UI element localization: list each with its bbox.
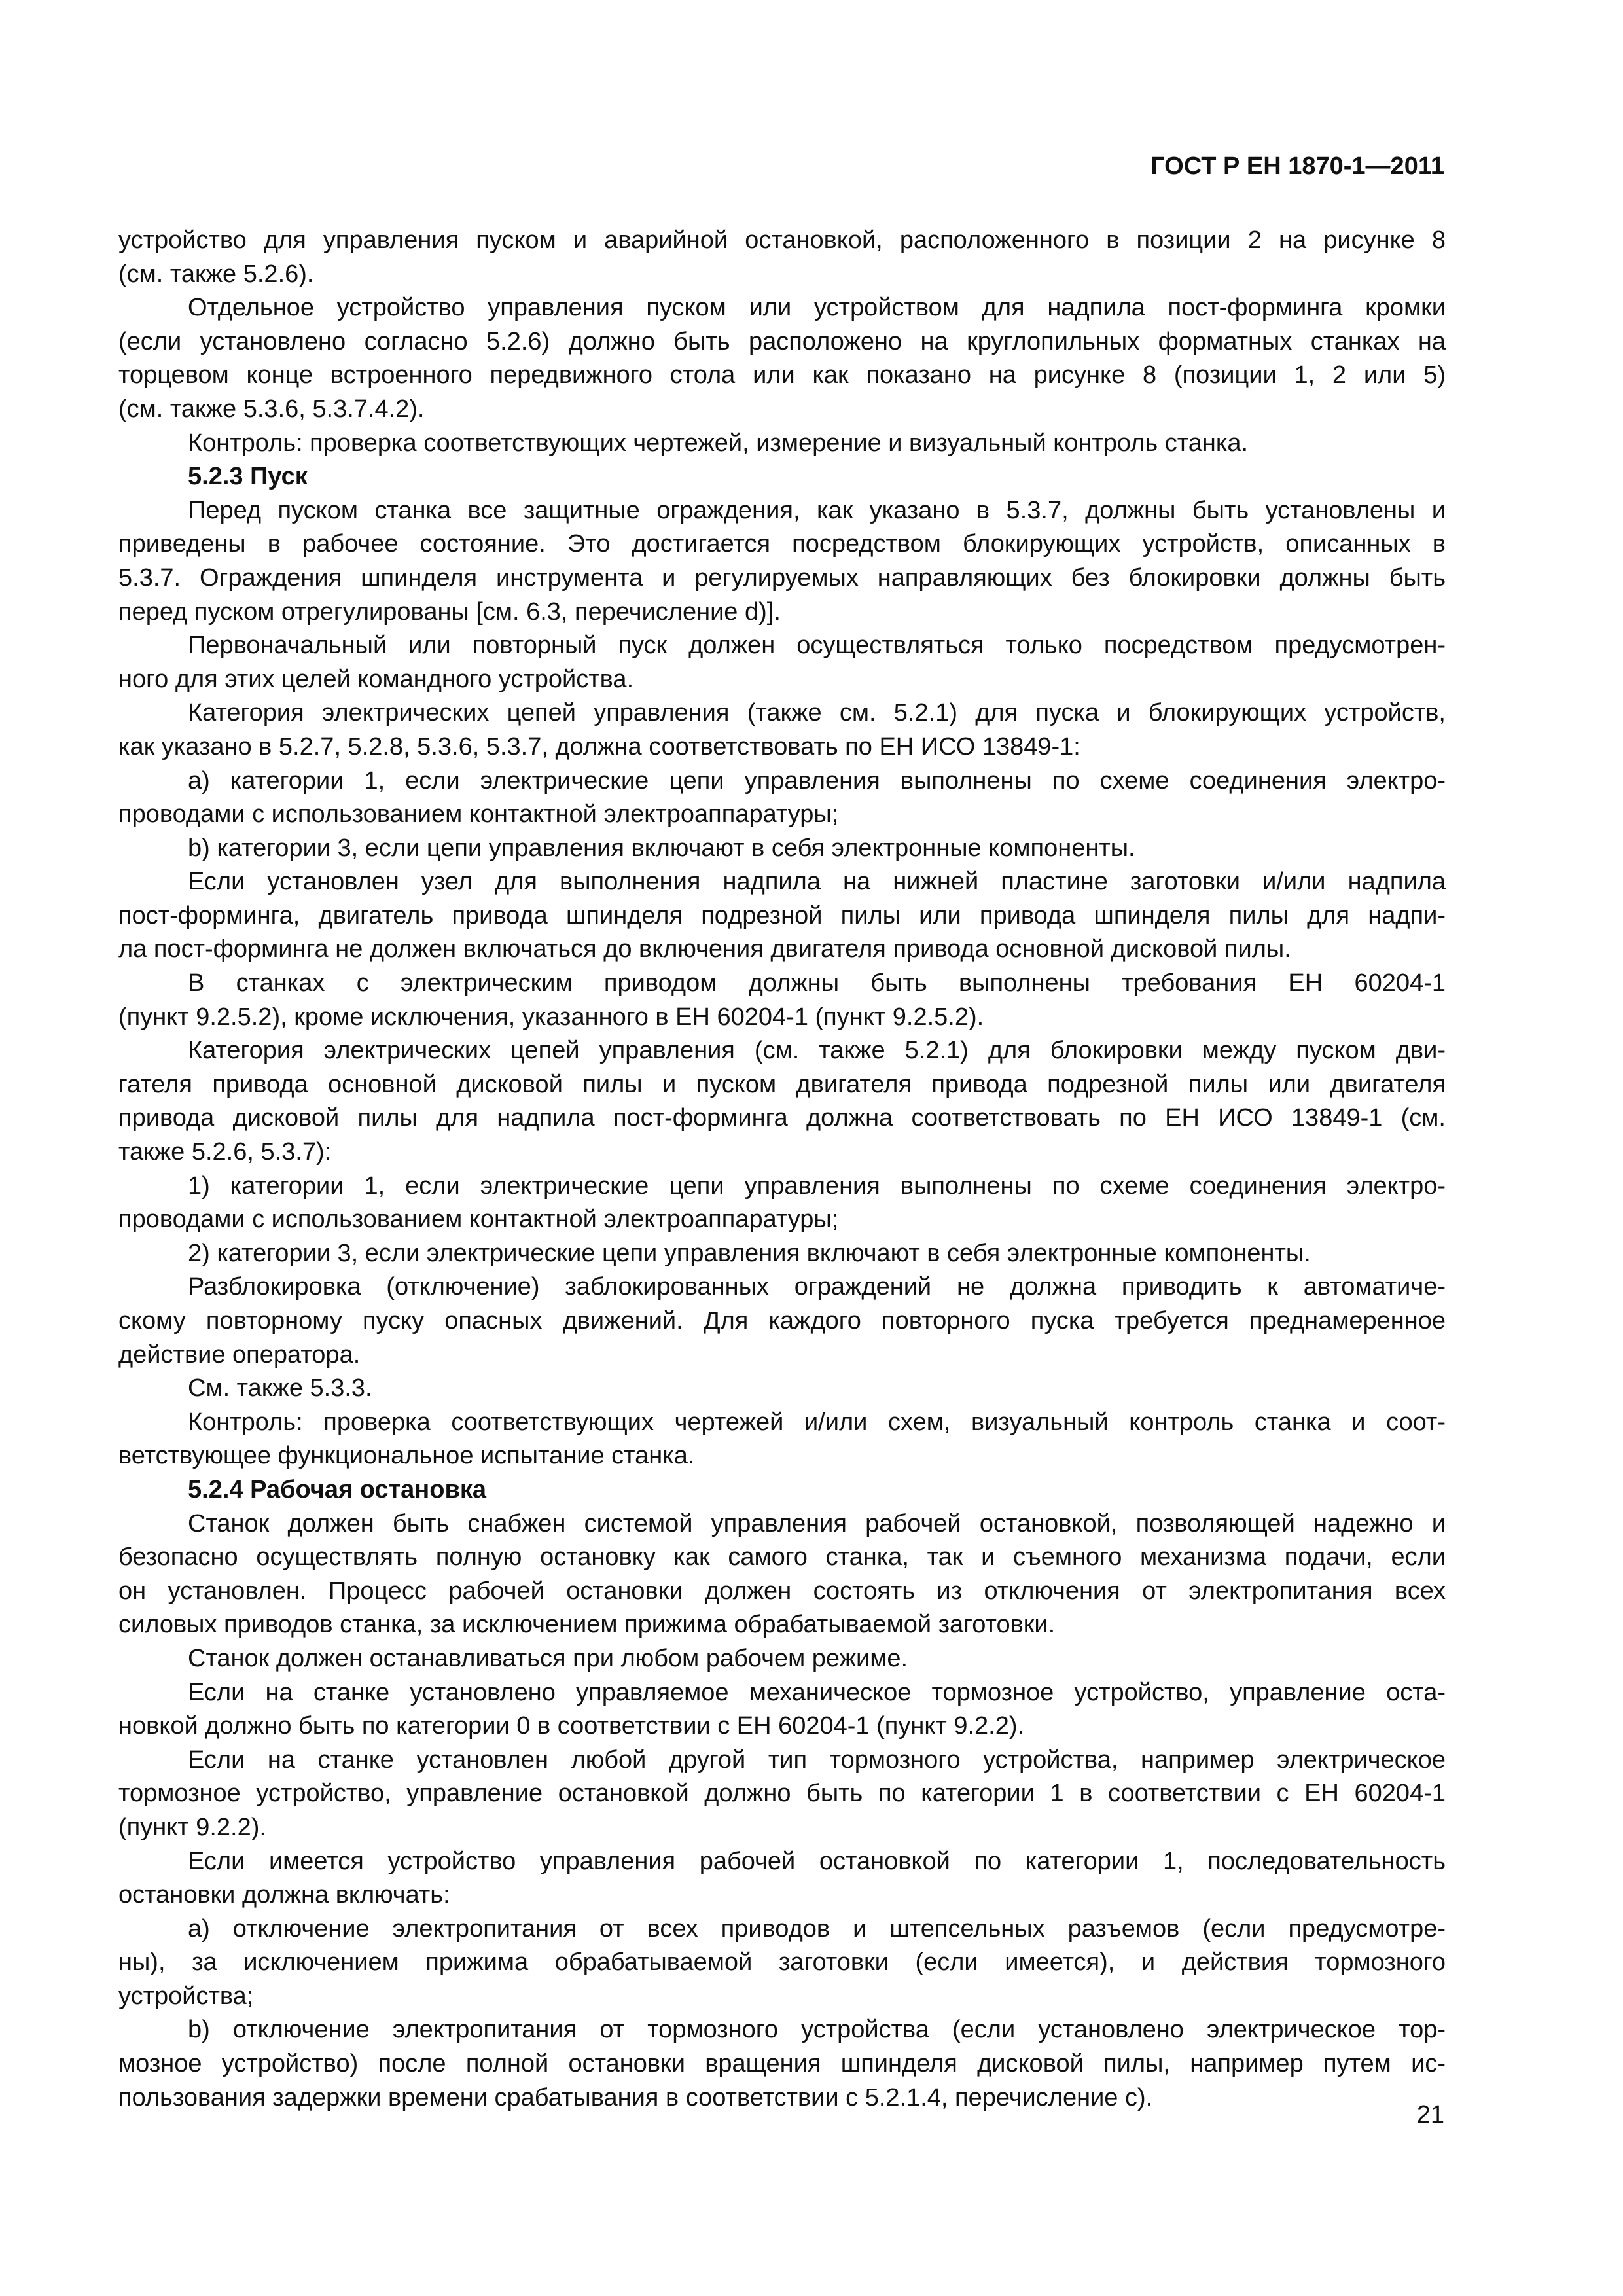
page-number: 21 [1416,2101,1444,2128]
text-line: приведены в рабочее состояние. Это достигается посредством блокирующих устройств, описанных в [118,530,1446,558]
text-line: (см. также 5.3.6, 5.3.7.4.2). [118,395,425,423]
text-line: пользования задержки времени срабатывания в соответствии с 5.2.1.4, перечисление с). [118,2083,1153,2111]
text-line: b) отключение электропитания от тормозного устройства (если установлено электрическое тор- [188,2016,1446,2044]
text-line: торцевом конце встроенного передвижного стола или как показано на рисунке 8 (позиции 1, 2 или 5) [118,361,1446,389]
text-line: Контроль: проверка соответствующих чертежей, измерение и визуальный контроль станка. [188,429,1249,457]
text-line: он установлен. Процесс рабочей остановки должен состоять из отключения от электропитания всех [118,1577,1446,1605]
text-line: Первоначальный или повторный пуск должен осуществляться только посредством предусмотрен- [188,632,1446,660]
document-body [118,224,1446,2115]
text-line: остановки должна включать: [118,1881,450,1909]
text-line: Если на станке установлен любой другой тип тормозного устройства, например электрическое [188,1746,1446,1774]
text-line: ного для этих целей командного устройства. [118,665,634,693]
text-line: привода дисковой пилы для надпила пост-форминга должна соответствовать по ЕН ИСО 13849-1 (см. [118,1104,1446,1132]
text-line: силовых приводов станка, за исключением прижима обрабатываемой заготовки. [118,1611,1056,1639]
text-line: устройство для управления пуском и аварийной остановкой, расположенного в позиции 2 на рисунке 8 [118,226,1446,254]
text-line: (пункт 9.2.2). [118,1813,266,1841]
text-line: действие оператора. [118,1340,361,1369]
text-line: ны), за исключением прижима обрабатываемой заготовки (если имеется), и действия тормозного [118,1948,1446,1977]
text-line: пост-форминга, двигатель привода шпинделя подрезной пилы или привода шпинделя пилы для надпи- [118,901,1446,929]
text-line: а) отключение электропитания от всех приводов и штепсельных разъемов (если предусмотре- [188,1914,1446,1943]
text-line: перед пуском отрегулированы [см. 6.3, перечисление d)]. [118,598,781,626]
text-line: (пункт 9.2.5.2), кроме исключения, указанного в ЕН 60204-1 (пункт 9.2.5.2). [118,1003,984,1031]
text-line: Если на станке установлено управляемое механическое тормозное устройство, управление оста- [188,1678,1446,1706]
text-line: а) категории 1, если электрические цепи управления выполнены по схеме соединения электро- [188,766,1446,795]
text-line: 1) категории 1, если электрические цепи управления выполнены по схеме соединения электро- [188,1172,1446,1200]
text-line: Категория электрических цепей управления (также см. 5.2.1) для пуска и блокирующих устройств, [188,699,1446,727]
text-line: безопасно осуществлять полную остановку как самого станка, так и съемного механизма подачи, если [118,1543,1446,1571]
text-line: Если установлен узел для выполнения надпила на нижней пластине заготовки и/или надпила [188,868,1446,896]
text-line: Разблокировка (отключение) заблокированных ограждений не должна приводить к автоматиче- [188,1273,1446,1301]
text-line: тормозное устройство, управление остановкой должно быть по категории 1 в соответствии с ЕН 60204-1 [118,1780,1446,1808]
text-line: Станок должен быть снабжен системой управления рабочей остановкой, позволяющей надежно и [188,1509,1446,1537]
text-line: гателя привода основной дисковой пилы и пуском двигателя привода подрезной пилы или двигателя [118,1070,1446,1098]
text-line: Категория электрических цепей управления (см. также 5.2.1) для блокировки между пуском дви- [188,1037,1446,1065]
text-line: См. также 5.3.3. [188,1374,372,1403]
section-heading: 5.2.3 Пуск [188,463,308,491]
text-line: 5.3.7. Ограждения шпинделя инструмента и регулируемых направляющих без блокировки должны быть [118,564,1446,592]
text-line: ла пост-форминга не должен включаться до включения двигателя привода основной дисковой пилы. [118,935,1291,963]
text-line: (см. также 5.2.6). [118,260,314,288]
text-line: Отдельное устройство управления пуском или устройством для надпила пост-форминга кромки [188,294,1446,322]
text-line: (если установлено согласно 5.2.6) должно быть расположено на круглопильных форматных станках на [118,327,1446,355]
section-heading: 5.2.4 Рабочая остановка [188,1475,486,1503]
text-line: ветствующее функциональное испытание станка. [118,1442,695,1470]
text-line: Перед пуском станка все защитные ограждения, как указано в 5.3.7, должны быть установлены и [188,496,1446,524]
text-line: проводами с использованием контактной электроаппаратуры; [118,1206,839,1234]
text-line: новкой должно быть по категории 0 в соответствии с ЕН 60204-1 (пункт 9.2.2). [118,1712,1025,1740]
text-line: Контроль: проверка соответствующих чертежей и/или схем, визуальный контроль станка и соот- [188,1408,1446,1436]
text-line: также 5.2.6, 5.3.7): [118,1138,332,1166]
text-line: b) категории 3, если цепи управления включают в себя электронные компоненты. [188,834,1135,862]
document-header: ГОСТ Р ЕН 1870-1—2011 [1150,152,1444,180]
text-line: В станках с электрическим приводом должны быть выполнены требования ЕН 60204-1 [188,969,1446,997]
text-line: Если имеется устройство управления рабочей остановкой по категории 1, последовательность [188,1847,1446,1875]
text-line: устройства; [118,1982,254,2010]
text-line: проводами с использованием контактной электроаппаратуры; [118,800,839,829]
text-line: 2) категории 3, если электрические цепи управления включают в себя электронные компоненты. [188,1239,1311,1267]
text-line: Станок должен останавливаться при любом рабочем режиме. [188,1644,908,1672]
text-line: мозное устройство) после полной остановки вращения шпинделя дисковой пилы, например путем ис- [118,2050,1446,2078]
text-line: скому повторному пуску опасных движений. Для каждого повторного пуска требуется преднамеренное [118,1307,1446,1335]
text-line: как указано в 5.2.7, 5.2.8, 5.3.6, 5.3.7, должна соответствовать по ЕН ИСО 13849-1: [118,732,1080,761]
